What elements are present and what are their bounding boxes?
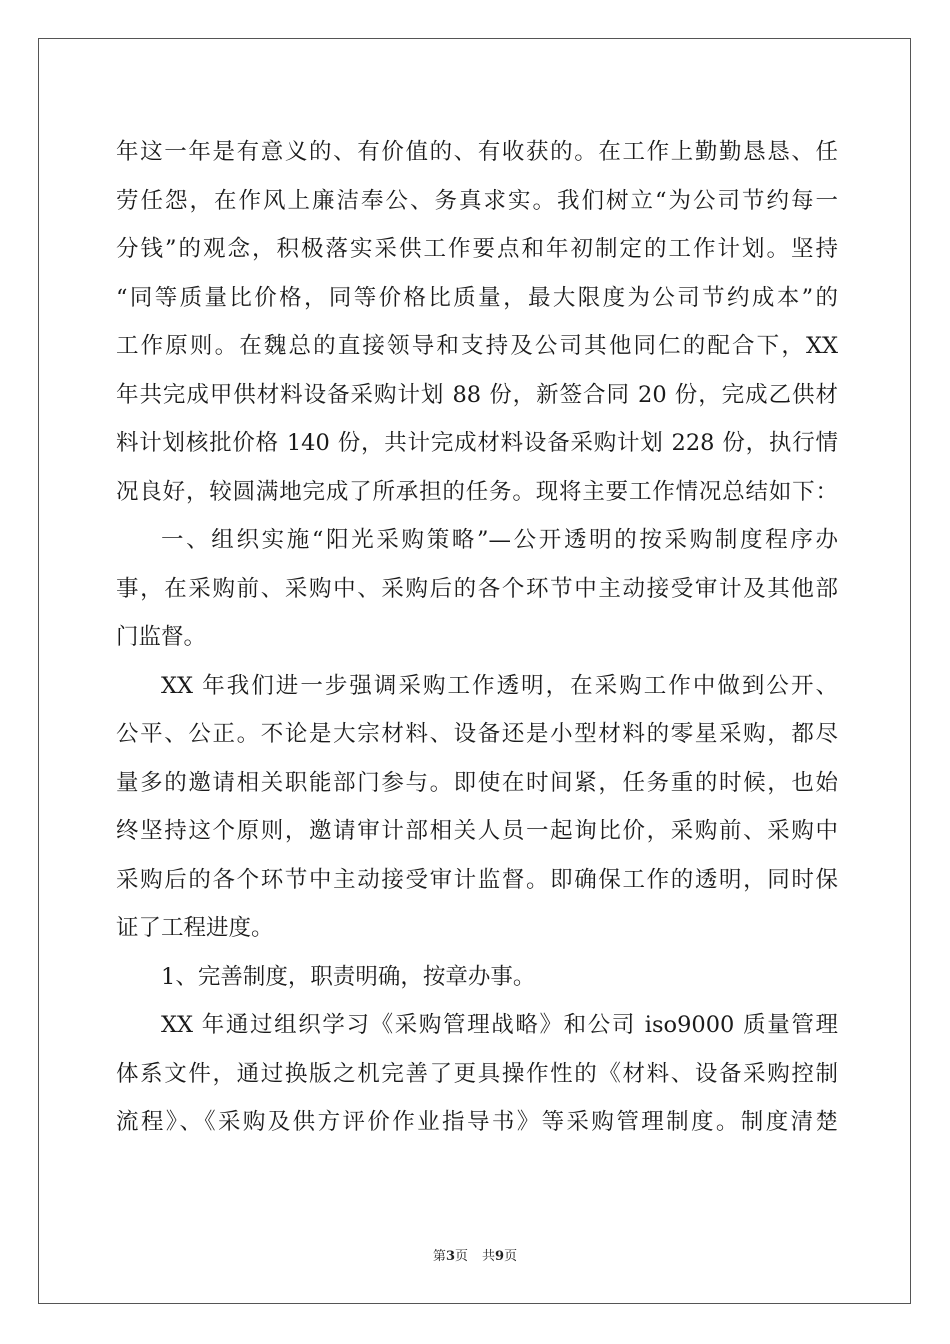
text-line: 事，在采购前、采购中、采购后的各个环节中主动接受审计及其他部 bbox=[116, 575, 838, 602]
document-body bbox=[116, 128, 838, 1147]
total-suffix: 页 bbox=[504, 1249, 518, 1264]
page-suffix: 页 bbox=[454, 1249, 468, 1264]
text-line: 流程》、《采购及供方评价作业指导书》等采购管理制度。制度清楚 bbox=[116, 1109, 838, 1135]
text-line: 公平、公正。不论是大宗材料、设备还是小型材料的零星采购，都尽 bbox=[116, 721, 838, 747]
paragraph-start-line: XX 年我们进一步强调采购工作透明，在采购工作中做到公开、 bbox=[161, 672, 838, 699]
text-line: 采购后的各个环节中主动接受审计监督。即确保工作的透明，同时保 bbox=[116, 866, 838, 893]
section-heading: 1、完善制度，职责明确，按章办事。 bbox=[161, 963, 536, 990]
text-line: 分钱”的观念，积极落实采供工作要点和年初制定的工作计划。坚持 bbox=[116, 236, 838, 262]
paragraph-start-line: XX 年通过组织学习《采购管理战略》和公司 iso9000 质量管理 bbox=[161, 1012, 838, 1038]
text-line: 证了工程进度。 bbox=[116, 915, 274, 941]
text-line: 况良好，较圆满地完成了所承担的任务。现将主要工作情况总结如下： bbox=[116, 478, 838, 505]
text-line: “同等质量比价格，同等价格比质量，最大限度为公司节约成本”的 bbox=[116, 284, 838, 311]
text-line: 量多的邀请相关职能部门参与。即使在时间紧，任务重的时候，也始 bbox=[116, 769, 838, 796]
text-line: 料计划核批价格 140 份，共计完成材料设备采购计划 228 份，执行情 bbox=[116, 430, 838, 456]
paragraph-start-line: 一、组织实施“阳光采购策略”—公开透明的按采购制度程序办 bbox=[161, 527, 838, 553]
text-line: 体系文件，通过换版之机完善了更具操作性的《材料、设备采购控制 bbox=[116, 1060, 838, 1087]
text-line: 劳任怨，在作风上廉洁奉公、务真求实。我们树立“为公司节约每一 bbox=[116, 187, 838, 214]
text-line: 年这一年是有意义的、有价值的、有收获的。在工作上勤勤恳恳、任 bbox=[116, 139, 838, 165]
current-page-number: 3 bbox=[445, 1249, 455, 1264]
text-line: 门监督。 bbox=[116, 624, 207, 650]
page-footer bbox=[0, 1245, 950, 1264]
total-prefix: 共 bbox=[482, 1249, 496, 1264]
page-prefix: 第 bbox=[432, 1249, 446, 1264]
total-page-number: 9 bbox=[495, 1249, 505, 1264]
text-line: 年共完成甲供材料设备采购计划 88 份，新签合同 20 份，完成乙供材 bbox=[116, 381, 838, 408]
text-line: 工作原则。在魏总的直接领导和支持及公司其他同仁的配合下，XX bbox=[116, 333, 838, 359]
text-line: 终坚持这个原则，邀请审计部相关人员一起询比价，采购前、采购中 bbox=[116, 818, 838, 844]
